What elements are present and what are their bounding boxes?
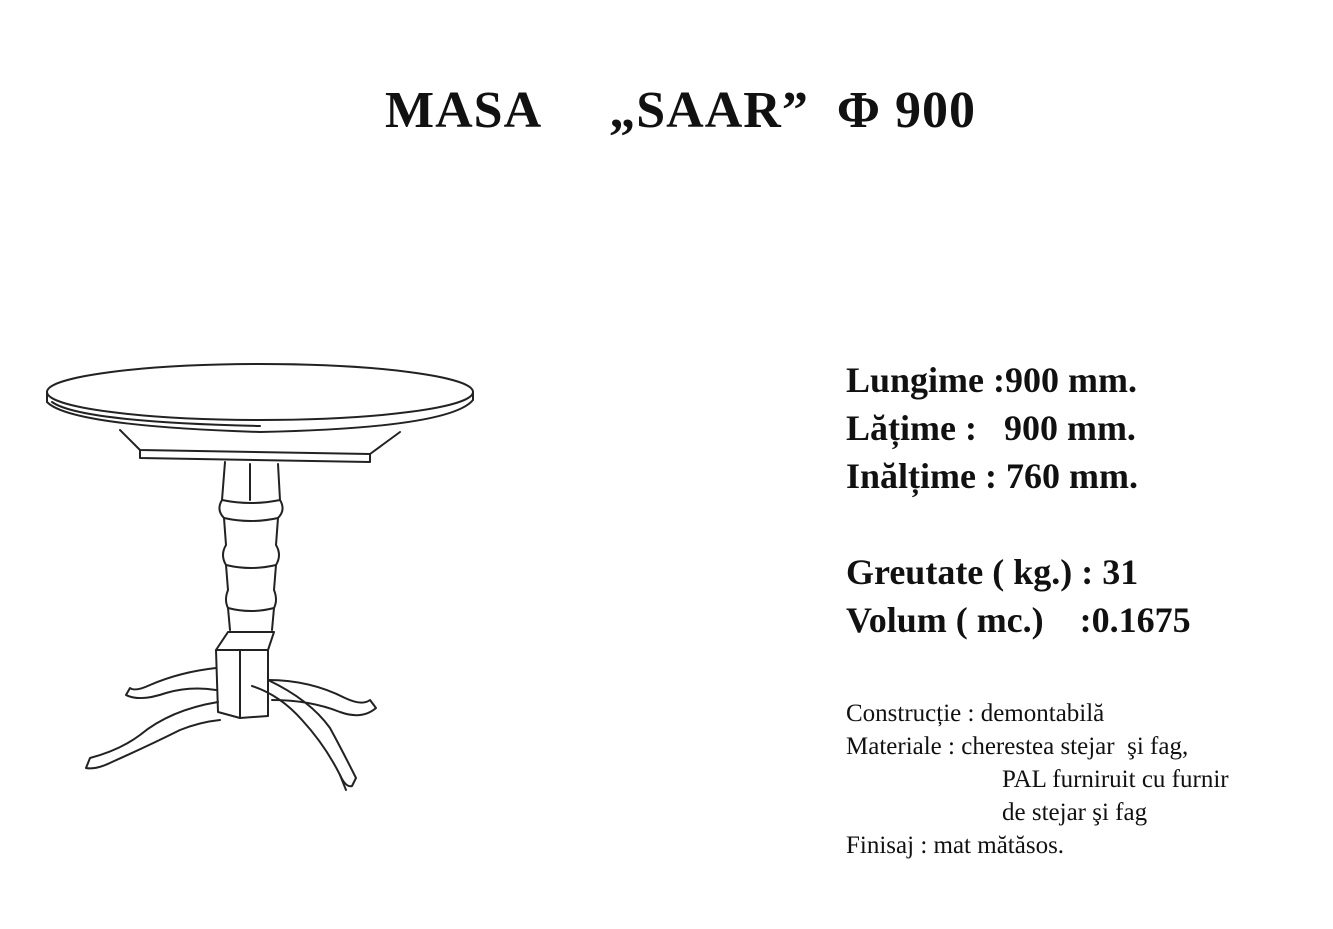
table-drawing-icon — [40, 350, 490, 800]
spec-width: Lățime : 900 mm. — [846, 408, 1136, 448]
detail-materials-line3: de stejar şi fag — [1002, 799, 1148, 826]
title-word-masa: MASA — [385, 82, 540, 139]
construction-details — [846, 697, 1229, 862]
detail-finish: Finisaj : mat mătăsos. — [846, 832, 1065, 859]
detail-materials-line2: PAL furniruit cu furnir — [1002, 766, 1229, 793]
spec-volume: Volum ( mc.) :0.1675 — [846, 600, 1191, 640]
dimension-specs — [846, 356, 1191, 644]
title-model-name: „SAAR” — [609, 82, 809, 139]
title-diameter: Φ 900 — [836, 82, 976, 139]
product-title — [0, 22, 1333, 140]
detail-materials-line1: Materiale : cherestea stejar şi fag, — [846, 733, 1189, 760]
spec-weight: Greutate ( kg.) : 31 — [846, 552, 1139, 592]
spec-length: Lungime :900 mm. — [846, 360, 1137, 400]
spec-height: Inălțime : 760 mm. — [846, 456, 1138, 496]
detail-construction: Construcție : demontabilă — [846, 700, 1105, 727]
